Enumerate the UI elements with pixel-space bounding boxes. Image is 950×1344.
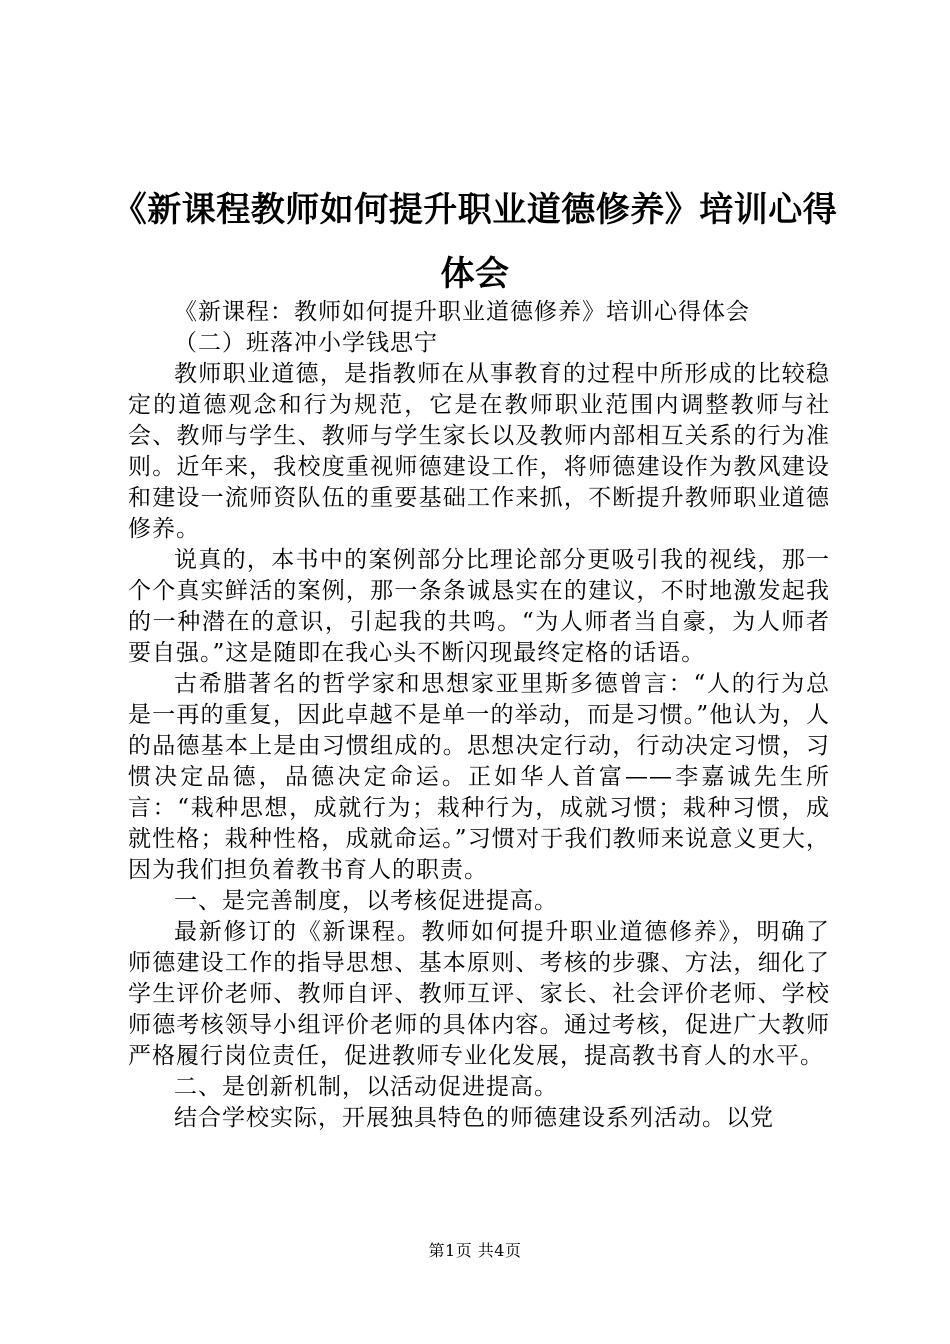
paragraph: 结合学校实际，开展独具特色的师德建设系列活动。以党	[174, 1105, 774, 1131]
paragraph: 教师职业道德，是指教师在从事教育的过程中所形成的比较稳定的道德观念和行为规范，它是在教师职业范围内调整教师与社会、教师与学生、教师与学生家长以及教师内部相互关系的行为准则。近年来，我校度重视师德建设工作，将师德建设作为教风建设和建设一流师资队伍的重要基础工作来抓，不断提升教师职业道德修养。	[128, 361, 830, 542]
document-body	[128, 297, 830, 1134]
author-line: （二）班落冲小学钱思宁	[174, 330, 438, 356]
subtitle-line: 《新课程：教师如何提升职业道德修养》培训心得体会	[174, 299, 750, 325]
page-number-footer: 第1页 共4页	[428, 1241, 522, 1260]
section-heading: 二、是创新机制，以活动促进提高。	[174, 1074, 558, 1100]
paragraph: 古希腊著名的哲学家和思想家亚里斯多德曾言：“人的行为总是一再的重复，因此卓越不是单一的举动，而是习惯。”他认为，人的品德基本上是由习惯组成的。思想决定行动，行动决定习惯，习惯决定品德，品德决定命运。正如华人首富——李嘉诚先生所言：“栽种思想，成就行为；栽种行为，成就习惯；栽种习惯，成就性格；栽种性格，成就命运。”习惯对于我们教师来说意义更大，因为我们担负着教书育人的职责。	[128, 671, 830, 883]
paragraph: 说真的，本书中的案例部分比理论部分更吸引我的视线，那一个个真实鲜活的案例，那一条条诚恳实在的建议，不时地激发起我的一种潜在的意识，引起我的共鸣。“为人师者当自豪，为人师者要自强。”这是随即在我心头不断闪现最终定格的话语。	[128, 547, 830, 666]
paragraph: 最新修订的《新课程。教师如何提升职业道德修养》，明确了师德建设工作的指导思想、基本原则、考核的步骤、方法，细化了学生评价老师、教师自评、教师互评、家长、社会评价老师、学校师德考核领导小组评价老师的具体内容。通过考核，促进广大教师严格履行岗位责任，促进教师专业化发展，提高教书育人的水平。	[128, 919, 830, 1069]
document-title: 《新课程教师如何提升职业道德修养》培训心得体会	[112, 190, 838, 294]
section-heading: 一、是完善制度，以考核促进提高。	[174, 888, 558, 914]
